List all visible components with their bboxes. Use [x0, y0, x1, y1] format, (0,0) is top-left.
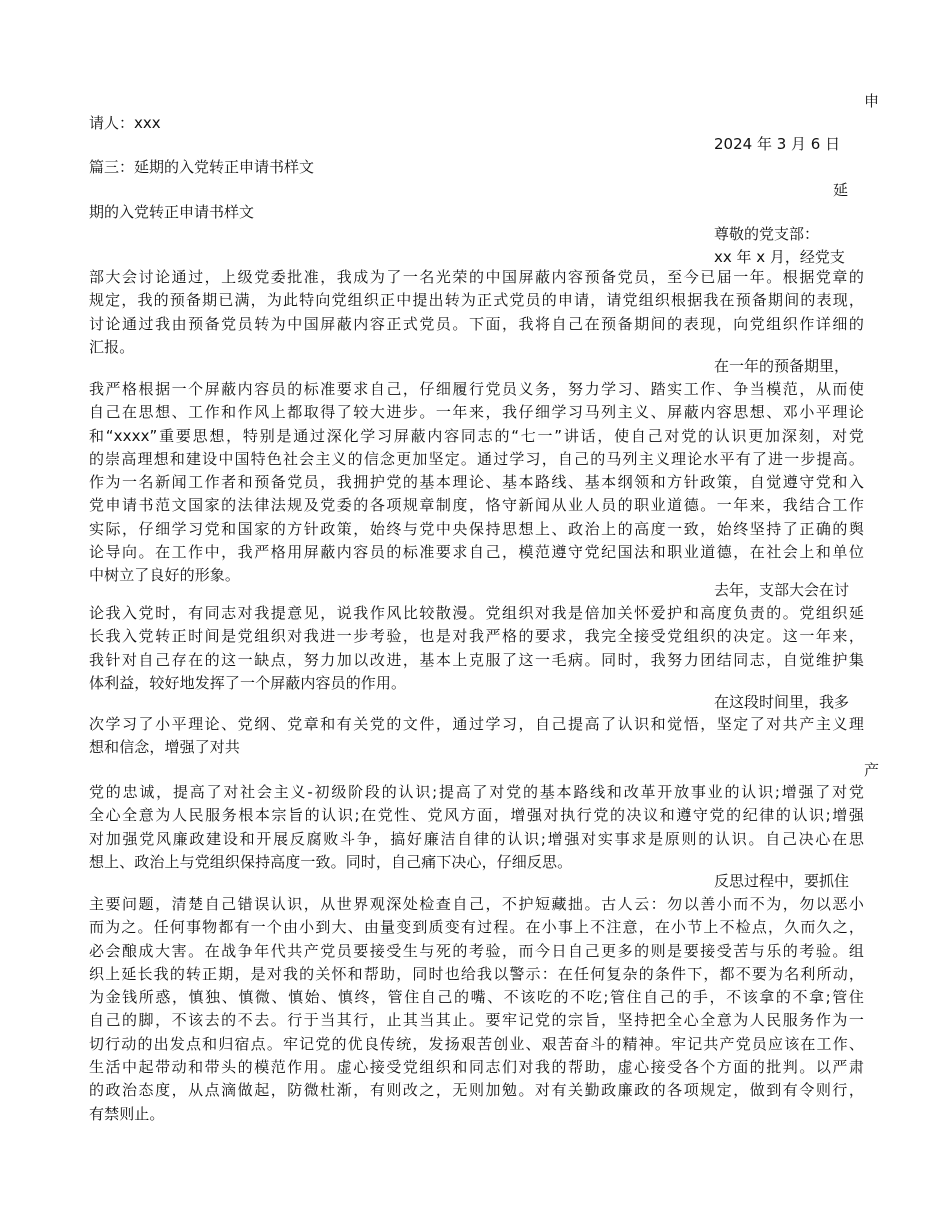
- date: 2024 年 3 月 6 日: [714, 135, 841, 153]
- title-continuation: 期的入党转正申请书样文: [89, 203, 255, 221]
- paragraph-line: 党的忠诚，提高了对社会主义-初级阶段的认识;提高了对党的基本路线和改革开放事业的认识;增强了对党: [89, 783, 864, 801]
- paragraph-6-start: 反思过程中，要抓住: [714, 872, 850, 890]
- applicant-line: 请人：xxx: [89, 114, 161, 132]
- paragraph-line: 我针对自己存在的这一缺点，努力加以改进，基本上克服了这一毛病。同时，我努力团结同志，自觉维护集: [89, 650, 864, 669]
- section-heading: 篇三：延期的入党转正申请书样文: [89, 158, 315, 176]
- paragraph-line: 主要问题，清楚自己错误认识，从世界观深处检查自己，不护短藏拙。古人云：勿以善小而不为，勿以恶小: [89, 895, 864, 913]
- paragraph-line: 论导向。在工作中，我严格用屏蔽内容员的标准要求自己，模范遵守党纪国法和职业道德，在社会上和单位: [89, 543, 864, 562]
- paragraph-3: [89, 602, 864, 695]
- paragraph-line: 的崇高理想和建设中国特色社会主义的信念更加坚定。通过学习，自己的马列主义理论水平有了进一步提高。: [89, 449, 864, 468]
- paragraph-4-start: 在这段时间里，我多: [714, 693, 850, 711]
- paragraph-line: 的政治态度，从点滴做起，防微杜渐，有则改之，无则加勉。对有关勤政廉政的各项规定，做到有令则行，: [89, 1081, 864, 1100]
- paragraph-line: 实际，仔细学习党和国家的方针政策，始终与党中央保持思想上、政治上的高度一致，始终坚持了正确的舆: [89, 519, 864, 538]
- paragraph-line: 长我入党转正时间是党组织对我进一步考验，也是对我严格的要求，我完全接受党组织的决定。这一年来，: [89, 627, 864, 646]
- paragraph-2-start: 在一年的预备期里，: [714, 357, 850, 375]
- paragraph-line: 对加强党风廉政建设和开展反腐败斗争，搞好廉洁自律的认识;增强对实事求是原则的认识。自己决心在思: [89, 829, 864, 848]
- paragraph-line: 部大会讨论通过，上级党委批准，我成为了一名光荣的中国屏蔽内容预备党员，至今已届一年。根据党章的: [89, 268, 864, 286]
- paragraph-line: 想和信念，增强了对共: [89, 738, 241, 757]
- paragraph-line: 党申请书范文国家的法律法规及党委的各项规章制度，恪守新闻从业人员的职业道德。一年来，我结合工作: [89, 496, 864, 515]
- applicant-fragment: 申: [864, 92, 880, 110]
- paragraph-line: 生活中起带动和带头的模范作用。虚心接受党组织和同志们对我的帮助，虚心接受各个方面的批判。以严肃: [89, 1058, 864, 1077]
- paragraph-line: 有禁则止。: [89, 1104, 165, 1123]
- paragraph-line: 我严格根据一个屏蔽内容员的标准要求自己，仔细履行党员义务，努力学习、踏实工作、争当模范，从而使: [89, 380, 864, 398]
- paragraph-3-start: 去年，支部大会在讨: [714, 581, 850, 599]
- paragraph-line: 次学习了小平理论、党纲、党章和有关党的文件，通过学习，自己提高了认识和觉悟，坚定了对共产主义理: [89, 715, 864, 733]
- paragraph-line: 而为之。任何事物都有一个由小到大、由量变到质变有过程。在小事上不注意，在小节上不检点，久而久之，: [89, 918, 864, 937]
- paragraph-line: 中树立了良好的形象。: [89, 566, 241, 585]
- paragraph-5: [89, 781, 864, 874]
- title-fragment: 延: [833, 181, 849, 199]
- paragraph-line: 和“xxxx”重要思想，特别是通过深化学习屏蔽内容同志的“七一”讲话，使自己对党的认识更加深刻，对党: [89, 426, 864, 445]
- paragraph-line: 为金钱所惑，慎独、慎微、慎始、慎终，管住自己的嘴、不该吃的不吃;管住自己的手，不该拿的不拿;管住: [89, 988, 864, 1007]
- paragraph-line: 全心全意为人民服务根本宗旨的认识;在党性、党风方面，增强对执行党的决议和遵守党的纪律的认识;增强: [89, 806, 864, 825]
- paragraph-line: 规定，我的预备期已满，为此特向党组织正中提出转为正式党员的申请，请党组织根据我在预备期间的表现，: [89, 291, 864, 310]
- salutation: 尊敬的党支部：: [714, 225, 820, 243]
- paragraph-line: 想上、政治上与党组织保持高度一致。同时，自己痛下决心，仔细反思。: [89, 852, 573, 871]
- paragraph-line: 论我入党时，有同志对我提意见，说我作风比较散漫。党组织对我是倍加关怀爱护和高度负责的。党组织延: [89, 604, 864, 622]
- paragraph-2: [89, 378, 864, 588]
- paragraph-4: [89, 713, 864, 760]
- paragraph-line: 体利益，较好地发挥了一个屏蔽内容员的作用。: [89, 673, 407, 692]
- paragraph-line: 织上延长我的转正期，是对我的关怀和帮助，同时也给我以警示：在任何复杂的条件下，都不要为名利所动，: [89, 964, 864, 983]
- paragraph-1-start: xx 年 x 月，经党支: [714, 248, 845, 266]
- paragraph-line: 讨论通过我由预备党员转为中国屏蔽内容正式党员。下面，我将自己在预备期间的表现，向党组织作详细的: [89, 314, 864, 333]
- paragraph-line: 作为一名新闻工作者和预备党员，我拥护党的基本理论、基本路线、基本纲领和方针政策，自觉遵守党和入: [89, 473, 864, 492]
- paragraph-line: 汇报。: [89, 337, 135, 356]
- paragraph-line: 自己的脚，不该去的不去。行于当其行，止其当其止。要牢记党的宗旨，坚持把全心全意为人民服务作为一: [89, 1011, 864, 1030]
- paragraph-line: 切行动的出发点和归宿点。牢记党的优良传统，发扬艰苦创业、艰苦奋斗的精神。牢记共产党员应该在工作、: [89, 1034, 864, 1053]
- paragraph-line: 自己在思想、工作和作风上都取得了较大进步。一年来，我仔细学习马列主义、屏蔽内容思想、邓小平理论: [89, 403, 864, 422]
- paragraph-6: [89, 893, 864, 1126]
- paragraph-4-fragment: 产: [864, 761, 880, 779]
- paragraph-line: 必会酿成大害。在战争年代共产党员要接受生与死的考验，而今日自己更多的则是要接受苦与乐的考验。组: [89, 941, 864, 960]
- paragraph-1: [89, 266, 864, 359]
